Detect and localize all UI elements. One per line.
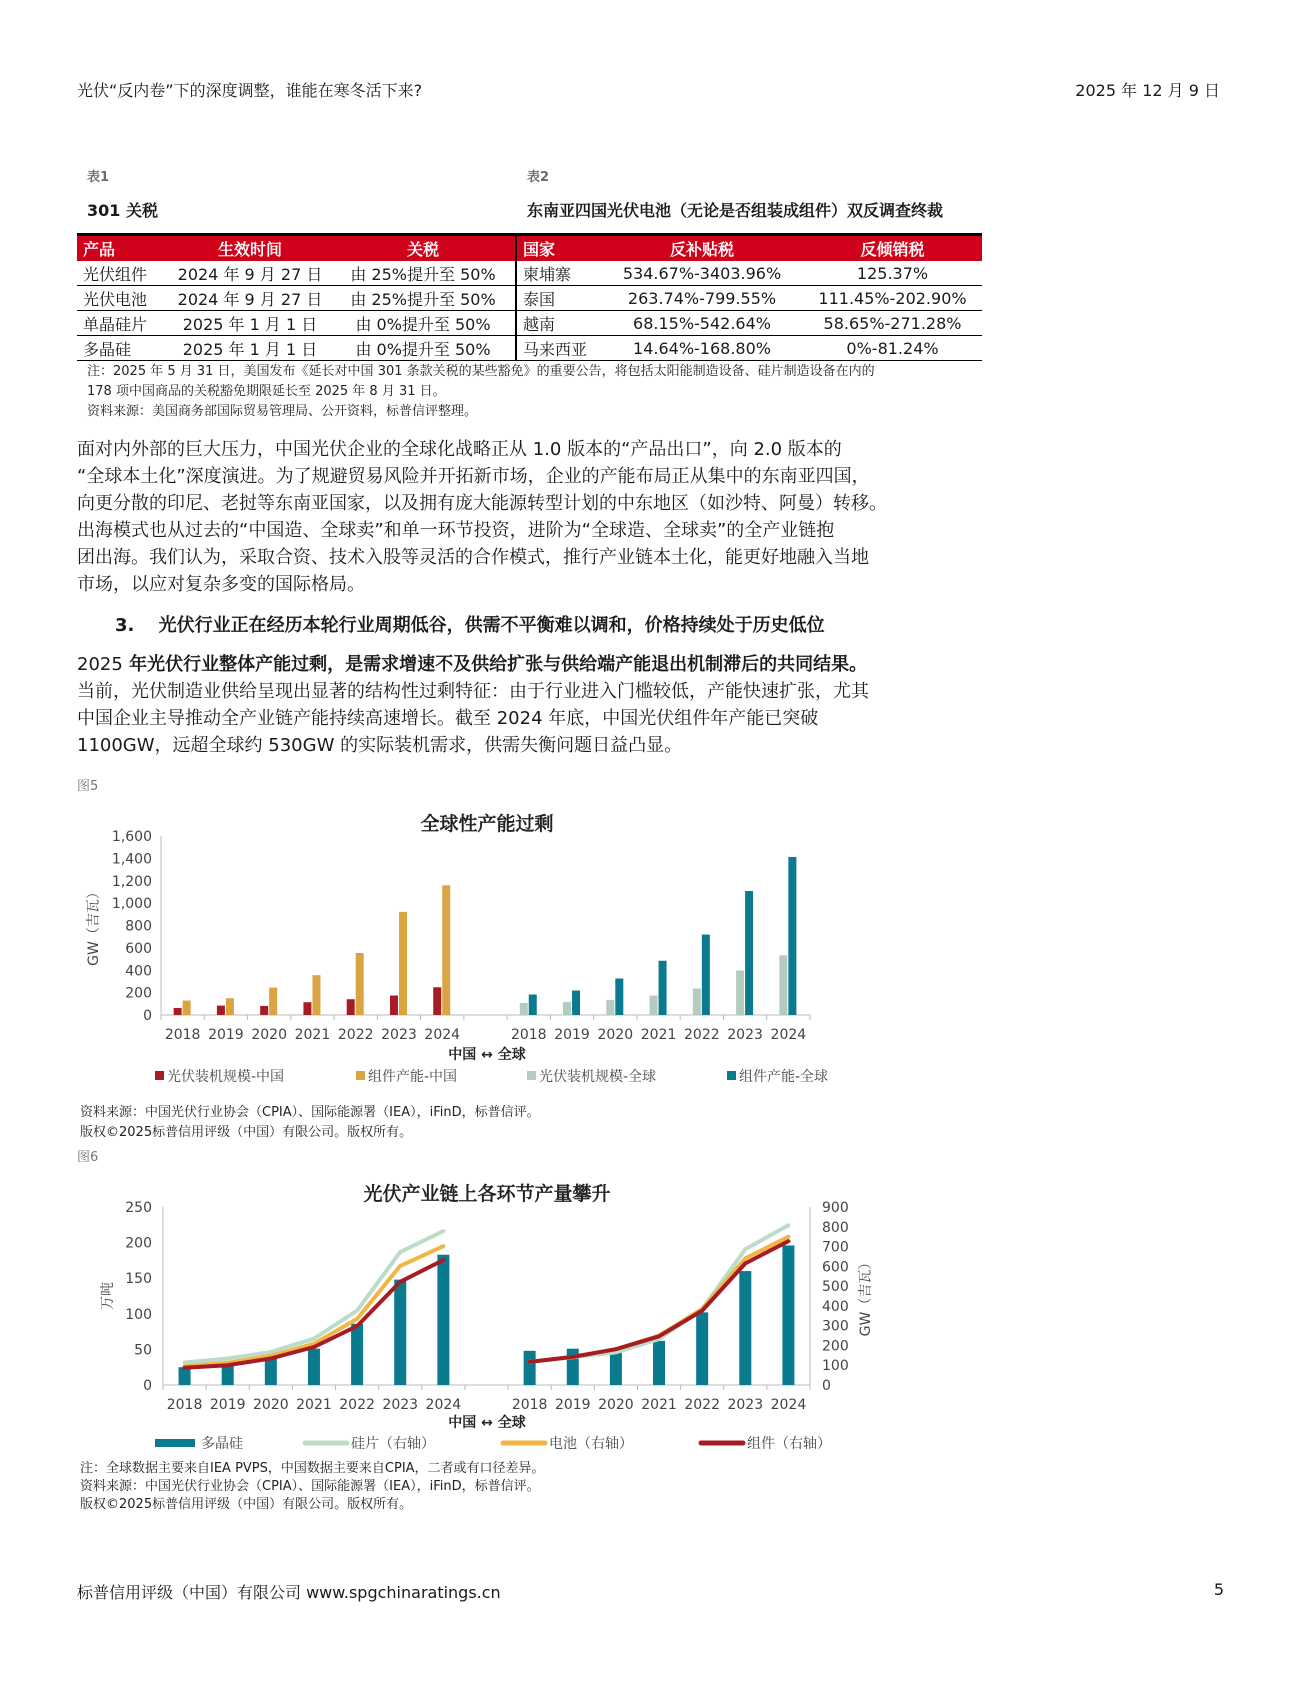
legend-label: 组件（右轴） <box>747 1436 831 1452</box>
y2-tick-label: 100 <box>822 1358 849 1375</box>
legend-label: 光伏装机规模-中国 <box>167 1069 285 1085</box>
table-notes <box>87 362 875 422</box>
y-tick-label: 1,400 <box>111 851 152 868</box>
bar-组件产能-全球 <box>659 961 667 1015</box>
bar-光伏装机规模-中国 <box>217 1006 225 1015</box>
table-cell: 125.37% <box>803 261 982 286</box>
table-cell: 534.67%-3403.96% <box>601 261 803 286</box>
bar-光伏装机规模-全球 <box>563 1002 571 1015</box>
x-axis-title: 中国 ↔ 全球 <box>448 1047 526 1063</box>
x-tick-label: 2024 <box>770 1027 807 1043</box>
table-cell: 光伏电池 <box>77 286 169 311</box>
table-cell: 2025 年 1 月 1 日 <box>169 336 331 361</box>
text-line: 出海模式也从过去的“中国造、全球卖”和单一环节投资，进阶为“全球造、全球卖”的全产业链抱 <box>77 520 835 541</box>
bar-组件产能-全球 <box>615 979 623 1015</box>
table-cell: 光伏组件 <box>77 261 169 286</box>
y2-tick-label: 0 <box>822 1378 831 1394</box>
bar-polysilicon <box>782 1245 794 1385</box>
bar-光伏装机规模-中国 <box>347 999 355 1015</box>
bar-组件产能-全球 <box>745 891 753 1015</box>
x-tick-label: 2018 <box>510 1027 547 1043</box>
note-line: 注：全球数据主要来自IEA PVPS，中国数据主要来自CPIA，二者或有口径差异。 <box>80 1461 545 1476</box>
x-tick-label: 2023 <box>381 1027 417 1043</box>
paragraph-globalization <box>77 436 887 598</box>
x-tick-label: 2019 <box>554 1397 591 1413</box>
table-row <box>77 286 515 311</box>
table-cell: 泰国 <box>516 286 601 311</box>
y-tick-label: 250 <box>125 1200 152 1216</box>
table-row <box>77 311 515 336</box>
text-line: 当前，光伏制造业供给呈现出显著的结构性过剩特征：由于行业进入门槛较低，产能快速扩张，尤其 <box>77 681 869 702</box>
text-line: “全球本土化”深度演进。为了规避贸易风险并开拓新市场，企业的产能布局正从集中的东南亚四国， <box>77 466 870 487</box>
table1-label: 表1 <box>87 170 110 185</box>
bar-光伏装机规模-中国 <box>174 1008 182 1015</box>
bar-polysilicon <box>610 1353 622 1385</box>
source-line: 资料来源：中国光伏行业协会（CPIA）、国际能源署（IEA），iFinD，标普信评。 <box>80 1479 540 1494</box>
bar-polysilicon <box>653 1341 665 1385</box>
text-line: 1100GW，远超全球约 530GW 的实际装机需求，供需失衡问题日益凸显。 <box>77 735 683 756</box>
x-tick-label: 2019 <box>208 1027 244 1043</box>
table-cell: 0%-81.24% <box>803 336 982 361</box>
text-line: 市场，以应对复杂多变的国际格局。 <box>77 574 365 595</box>
y-tick-label: 200 <box>125 1235 152 1252</box>
bar-组件产能-中国 <box>269 988 277 1015</box>
bar-光伏装机规模-全球 <box>693 988 701 1015</box>
table-row <box>77 336 515 361</box>
y-tick-label: 150 <box>125 1271 152 1288</box>
x-tick-label: 2018 <box>164 1027 201 1043</box>
legend-swatch <box>155 1439 195 1447</box>
text-line: 团出海。我们认为，采取合资、技术入股等灵活的合作模式，推行产业链本土化，能更好地融入当地 <box>77 547 869 568</box>
x-tick-label: 2019 <box>209 1397 246 1413</box>
text-line: 向更分散的印尼、老挝等东南亚国家，以及拥有庞大能源转型计划的中东地区（如沙特、阿曼）转移。 <box>77 493 887 514</box>
legend-swatch <box>356 1071 365 1080</box>
table-cell: 由 0%提升至 50% <box>331 311 515 336</box>
table-row <box>516 311 982 336</box>
figure5-label: 图5 <box>77 779 99 794</box>
bar-组件产能-中国 <box>312 975 320 1015</box>
paragraph-overcapacity <box>77 651 869 759</box>
section-title: 光伏行业正在经历本轮行业周期低谷，供需不平衡难以调和，价格持续处于历史低位 <box>158 615 825 636</box>
x-tick-label: 2020 <box>597 1027 634 1043</box>
table-cell: 263.74%-799.55% <box>601 286 803 311</box>
table-row <box>516 336 982 361</box>
chart-title: 全球性产能过剩 <box>420 813 554 835</box>
x-tick-label: 2020 <box>253 1397 289 1413</box>
legend-label: 光伏装机规模-全球 <box>539 1069 657 1085</box>
x-tick-label: 2021 <box>296 1397 332 1413</box>
table2-title: 东南亚四国光伏电池（无论是否组装成组件）双反调查终裁 <box>527 201 944 220</box>
section-number: 3. <box>115 615 135 636</box>
text-line: 中国企业主导推动全产业链产能持续高速增长。截至 2024 年底，中国光伏组件年产能已突破 <box>77 708 819 729</box>
bar-polysilicon <box>696 1312 708 1385</box>
figure6-label: 图6 <box>77 1150 99 1165</box>
chart-global-overcapacity <box>0 790 880 1090</box>
y2-axis-title: GW（吉瓦） <box>858 1255 874 1337</box>
x-tick-label: 2023 <box>382 1397 419 1413</box>
table-cell: 柬埔寨 <box>516 261 601 286</box>
bar-polysilicon <box>179 1367 191 1385</box>
table-cell: 由 0%提升至 50% <box>331 336 515 361</box>
bar-组件产能-中国 <box>183 1001 191 1015</box>
x-tick-label: 2020 <box>598 1397 634 1413</box>
bar-组件产能-中国 <box>442 885 450 1015</box>
table-cell: 68.15%-542.64% <box>601 311 803 336</box>
section-heading <box>115 612 825 639</box>
col-header: 生效时间 <box>169 235 331 262</box>
table-cell: 由 25%提升至 50% <box>331 261 515 286</box>
col-header: 反补贴税 <box>601 235 803 262</box>
bar-polysilicon <box>739 1271 751 1385</box>
copyright-line: 版权©2025标普信用评级（中国）有限公司。版权所有。 <box>80 1125 413 1140</box>
table-cell: 多晶硅 <box>77 336 169 361</box>
table-row <box>516 286 982 311</box>
table-cell: 由 25%提升至 50% <box>331 286 515 311</box>
x-tick-label: 2018 <box>511 1397 548 1413</box>
lead-year: 2025 <box>77 654 123 675</box>
y2-tick-label: 700 <box>822 1239 849 1256</box>
x-tick-label: 2019 <box>554 1027 590 1043</box>
table-301-tariff <box>77 233 515 361</box>
bar-组件产能-全球 <box>788 857 796 1015</box>
legend-swatch <box>527 1071 536 1080</box>
bar-polysilicon <box>437 1255 449 1385</box>
bar-组件产能-全球 <box>572 990 580 1015</box>
y2-tick-label: 400 <box>822 1298 849 1315</box>
bar-光伏装机规模-全球 <box>650 996 658 1015</box>
bar-组件产能-中国 <box>226 998 234 1015</box>
page-number: 5 <box>1213 1580 1224 1599</box>
x-tick-label: 2021 <box>294 1027 331 1043</box>
note-line: 178 项中国商品的关税豁免期限延长至 2025 年 8 月 31 日。 <box>87 384 446 399</box>
bar-光伏装机规模-中国 <box>303 1002 311 1015</box>
bar-polysilicon <box>265 1357 277 1385</box>
x-tick-label: 2022 <box>684 1027 720 1043</box>
x-tick-label: 2022 <box>339 1397 375 1413</box>
x-tick-label: 2024 <box>424 1027 461 1043</box>
copyright-line: 版权©2025标普信用评级（中国）有限公司。版权所有。 <box>80 1497 413 1512</box>
col-header: 反倾销税 <box>803 235 982 262</box>
bar-polysilicon <box>308 1349 320 1385</box>
legend-label: 组件产能-全球 <box>739 1069 829 1085</box>
bar-光伏装机规模-全球 <box>779 955 787 1015</box>
footer-company: 标普信用评级（中国）有限公司 www.spgchinaratings.cn <box>77 1583 501 1602</box>
x-tick-label: 2023 <box>727 1027 763 1043</box>
legend-label: 硅片（右轴） <box>351 1436 435 1452</box>
table-cell: 2024 年 9 月 27 日 <box>169 261 331 286</box>
legend-label: 电池（右轴） <box>549 1436 633 1452</box>
table-cell: 58.65%-271.28% <box>803 311 982 336</box>
y-tick-label: 0 <box>143 1008 152 1024</box>
col-header: 关税 <box>331 235 515 262</box>
y2-tick-label: 200 <box>822 1338 849 1355</box>
figure6-notes <box>80 1460 545 1514</box>
bar-组件产能-全球 <box>529 995 537 1015</box>
y-tick-label: 1,600 <box>111 829 152 845</box>
bar-polysilicon <box>351 1324 363 1385</box>
y-tick-label: 200 <box>125 985 152 1002</box>
report-date: 2025 年 12 月 9 日 <box>1075 81 1220 100</box>
note-line: 注：2025 年 5 月 31 日，美国发布《延长对中国 301 条款关税的某些豁免》的重要公告，将包括太阳能制造设备、硅片制造设备在内的 <box>87 364 875 379</box>
table-cell: 单晶硅片 <box>77 311 169 336</box>
col-header: 产品 <box>77 235 169 262</box>
legend-label: 多晶硅 <box>201 1436 243 1452</box>
x-tick-label: 2024 <box>770 1397 807 1413</box>
y-tick-label: 600 <box>125 940 152 957</box>
y2-tick-label: 800 <box>822 1219 849 1236</box>
col-header: 国家 <box>516 235 601 262</box>
lead-sentence: 年光伏行业整体产能过剩，是需求增速不及供给扩张与供给端产能退出机制滞后的共同结果。 <box>122 654 868 675</box>
bar-光伏装机规模-全球 <box>606 1000 614 1015</box>
legend-swatch <box>155 1071 164 1080</box>
x-tick-label: 2024 <box>425 1397 462 1413</box>
table-cell: 2024 年 9 月 27 日 <box>169 286 331 311</box>
x-tick-label: 2022 <box>684 1397 720 1413</box>
table2-label: 表2 <box>527 170 550 185</box>
y-axis-title: 万吨 <box>100 1282 116 1310</box>
bar-光伏装机规模-全球 <box>520 1003 528 1015</box>
bar-组件产能-中国 <box>399 912 407 1015</box>
table-cell: 14.64%-168.80% <box>601 336 803 361</box>
y-tick-label: 400 <box>125 963 152 980</box>
figure5-sources <box>80 1103 540 1143</box>
y-tick-label: 1,200 <box>111 873 152 890</box>
x-tick-label: 2021 <box>640 1027 677 1043</box>
y2-tick-label: 500 <box>822 1279 849 1296</box>
y-axis-title: GW（吉瓦） <box>86 885 102 966</box>
y2-tick-label: 600 <box>822 1259 849 1276</box>
y-tick-label: 0 <box>143 1378 152 1394</box>
bar-光伏装机规模-全球 <box>736 970 744 1015</box>
y2-tick-label: 900 <box>822 1200 849 1216</box>
table-cell: 2025 年 1 月 1 日 <box>169 311 331 336</box>
y-tick-label: 1,000 <box>111 896 152 913</box>
x-tick-label: 2021 <box>641 1397 677 1413</box>
bar-光伏装机规模-中国 <box>390 996 398 1015</box>
table-cell: 越南 <box>516 311 601 336</box>
table-row <box>77 261 515 286</box>
report-title: 光伏“反内卷”下的深度调整，谁能在寒冬活下来? <box>77 81 423 100</box>
table-cell: 111.45%-202.90% <box>803 286 982 311</box>
chart-title: 光伏产业链上各环节产量攀升 <box>363 1183 611 1205</box>
bar-polysilicon <box>524 1351 536 1385</box>
legend-label: 组件产能-中国 <box>368 1069 458 1085</box>
source-line: 资料来源：中国光伏行业协会（CPIA）、国际能源署（IEA），iFinD，标普信评。 <box>80 1105 540 1120</box>
table-cell: 马来西亚 <box>516 336 601 361</box>
y-tick-label: 100 <box>125 1306 152 1323</box>
bar-组件产能-全球 <box>702 935 710 1015</box>
bar-组件产能-中国 <box>356 953 364 1015</box>
bar-光伏装机规模-中国 <box>260 1006 268 1015</box>
table1-title: 301 关税 <box>87 201 158 220</box>
table-sea-antidumping <box>515 233 982 361</box>
y-tick-label: 50 <box>134 1342 152 1359</box>
x-tick-label: 2023 <box>727 1397 764 1413</box>
bar-光伏装机规模-中国 <box>433 987 441 1015</box>
x-axis-title: 中国 ↔ 全球 <box>448 1415 526 1431</box>
x-tick-label: 2020 <box>251 1027 287 1043</box>
source-line: 资料来源：美国商务部国际贸易管理局、公开资料，标普信评整理。 <box>87 404 478 419</box>
y2-tick-label: 300 <box>822 1318 849 1335</box>
legend-swatch <box>727 1071 736 1080</box>
table-row <box>516 261 982 286</box>
x-tick-label: 2018 <box>166 1397 203 1413</box>
bar-polysilicon <box>394 1280 406 1385</box>
chart-supply-chain-output <box>0 1165 900 1455</box>
x-tick-label: 2022 <box>337 1027 374 1043</box>
y-tick-label: 800 <box>125 918 152 935</box>
text-line: 面对内外部的巨大压力，中国光伏企业的全球化战略正从 1.0 版本的“产品出口”，向 2.0 版本的 <box>77 439 842 460</box>
